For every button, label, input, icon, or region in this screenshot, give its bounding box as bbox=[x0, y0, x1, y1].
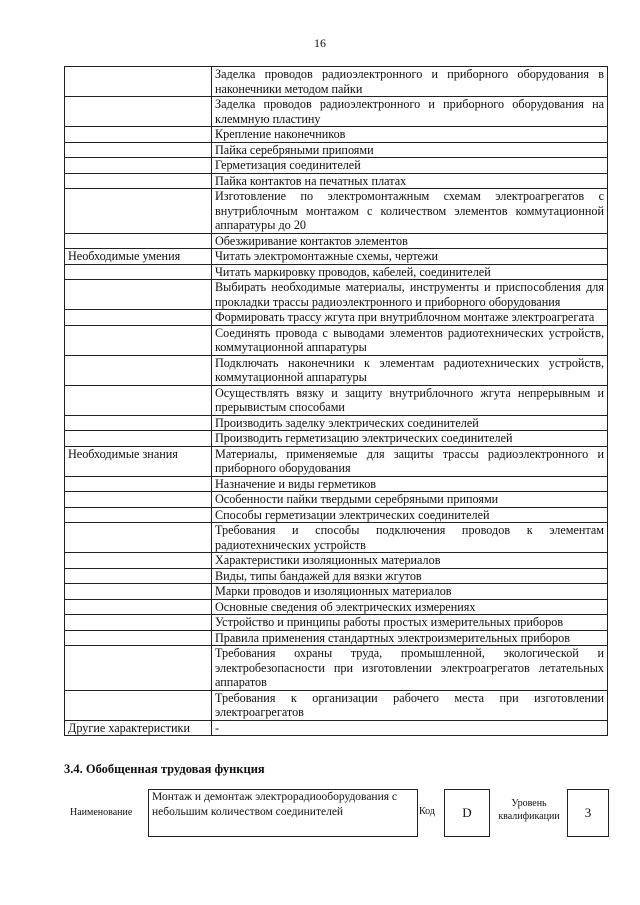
table-row bbox=[65, 492, 608, 508]
table-row bbox=[65, 325, 608, 355]
table-row bbox=[65, 646, 608, 691]
row-description-cell: Требования охраны труда, промышленной, экологической и электробезопасности при изготовлении электроагрегатов летательных аппаратов bbox=[212, 646, 608, 691]
section-title: 3.4. Обобщенная трудовая функция bbox=[64, 762, 265, 776]
code-label: Код bbox=[419, 806, 435, 817]
row-description-cell: Производить заделку электрических соединителей bbox=[212, 415, 608, 431]
table-row bbox=[65, 310, 608, 326]
row-description-cell: Материалы, применяемые для защиты трассы радиоэлектронного и приборного оборудования bbox=[212, 446, 608, 476]
row-description-cell: Марки проводов и изоляционных материалов bbox=[212, 584, 608, 600]
table-row bbox=[65, 568, 608, 584]
row-category-cell bbox=[65, 431, 212, 447]
row-description-cell: Осуществлять вязку и защиту внутриблочного жгута непрерывным и прерывистым способами bbox=[212, 385, 608, 415]
row-description-cell: Производить герметизацию электрических соединителей bbox=[212, 431, 608, 447]
row-description-cell: Обезжиривание контактов элементов bbox=[212, 233, 608, 249]
table-row bbox=[65, 264, 608, 280]
row-description-cell: Требования и способы подключения проводов к элементам радиотехнических устройств bbox=[212, 523, 608, 553]
table-row bbox=[65, 158, 608, 174]
table-row bbox=[65, 189, 608, 234]
row-category-cell bbox=[65, 584, 212, 600]
row-category-cell bbox=[65, 690, 212, 720]
row-category-cell bbox=[65, 233, 212, 249]
table-row bbox=[65, 385, 608, 415]
table-row bbox=[65, 584, 608, 600]
table-row bbox=[65, 142, 608, 158]
row-description-cell: Подключать наконечники к элементам радиотехнических устройств, коммутационной аппаратуры bbox=[212, 355, 608, 385]
row-description-cell: Изготовление по электромонтажным схемам электроагрегатов с внутриблочным монтажом с количеством элементов коммутационной аппаратуры до 20 bbox=[212, 189, 608, 234]
table-row bbox=[65, 173, 608, 189]
row-category-cell bbox=[65, 492, 212, 508]
table-row bbox=[65, 431, 608, 447]
row-category-cell bbox=[65, 173, 212, 189]
page-number: 16 bbox=[314, 36, 326, 50]
table-row bbox=[65, 280, 608, 310]
row-description-cell: Правила применения стандартных электроизмерительных приборов bbox=[212, 630, 608, 646]
table-row bbox=[65, 233, 608, 249]
row-category-cell bbox=[65, 325, 212, 355]
table-row bbox=[65, 523, 608, 553]
row-description-cell: Соединять провода с выводами элементов радиотехнических устройств, коммутационной аппаратуры bbox=[212, 325, 608, 355]
row-category-cell bbox=[65, 523, 212, 553]
row-category-cell bbox=[65, 599, 212, 615]
row-description-cell: Виды, типы бандажей для вязки жгутов bbox=[212, 568, 608, 584]
row-description-cell: Характеристики изоляционных материалов bbox=[212, 553, 608, 569]
row-description-cell: - bbox=[212, 720, 608, 736]
table-row bbox=[65, 630, 608, 646]
row-description-cell: Формировать трассу жгута при внутриблочном монтаже электроагрегата bbox=[212, 310, 608, 326]
row-category-cell: Необходимые умения bbox=[65, 249, 212, 265]
code-value-box: D bbox=[444, 789, 490, 837]
row-category-cell bbox=[65, 189, 212, 234]
row-description-cell: Герметизация соединителей bbox=[212, 158, 608, 174]
row-category-cell bbox=[65, 127, 212, 143]
row-description-cell: Особенности пайки твердыми серебряными припоями bbox=[212, 492, 608, 508]
row-category-cell bbox=[65, 568, 212, 584]
table-row bbox=[65, 690, 608, 720]
row-category-cell bbox=[65, 97, 212, 127]
row-description-cell: Крепление наконечников bbox=[212, 127, 608, 143]
row-description-cell: Назначение и виды герметиков bbox=[212, 476, 608, 492]
row-category-cell bbox=[65, 264, 212, 280]
row-category-cell bbox=[65, 158, 212, 174]
row-category-cell: Необходимые знания bbox=[65, 446, 212, 476]
row-category-cell bbox=[65, 415, 212, 431]
table-row bbox=[65, 507, 608, 523]
level-label: Уровень квалификации bbox=[498, 798, 560, 822]
table-row bbox=[65, 599, 608, 615]
row-description-cell: Читать маркировку проводов, кабелей, соединителей bbox=[212, 264, 608, 280]
table-row bbox=[65, 553, 608, 569]
row-description-cell: Основные сведения об электрических измерениях bbox=[212, 599, 608, 615]
row-description-cell: Пайка контактов на печатных платах bbox=[212, 173, 608, 189]
level-value-box: 3 bbox=[567, 789, 609, 837]
table-row bbox=[65, 249, 608, 265]
table-row bbox=[65, 355, 608, 385]
row-description-cell: Устройство и принципы работы простых измерительных приборов bbox=[212, 615, 608, 631]
row-category-cell bbox=[65, 646, 212, 691]
row-category-cell bbox=[65, 615, 212, 631]
row-category-cell bbox=[65, 310, 212, 326]
row-category-cell bbox=[65, 355, 212, 385]
table-row bbox=[65, 476, 608, 492]
row-description-cell: Выбирать необходимые материалы, инструменты и приспособления для прокладки трассы радиоэлектронного и приборного оборудования bbox=[212, 280, 608, 310]
table-row bbox=[65, 446, 608, 476]
row-category-cell bbox=[65, 553, 212, 569]
function-header-row bbox=[64, 789, 608, 839]
row-category-cell bbox=[65, 630, 212, 646]
table-row bbox=[65, 67, 608, 97]
row-category-cell: Другие характеристики bbox=[65, 720, 212, 736]
name-value-box: Монтаж и демонтаж электрорадиооборудования с небольшим количеством соединителей bbox=[148, 789, 418, 837]
table-row bbox=[65, 97, 608, 127]
table-row bbox=[65, 127, 608, 143]
row-description-cell: Пайка серебряными припоями bbox=[212, 142, 608, 158]
row-description-cell: Требования к организации рабочего места при изготовлении электроагрегатов bbox=[212, 690, 608, 720]
row-description-cell: Способы герметизации электрических соединителей bbox=[212, 507, 608, 523]
row-category-cell bbox=[65, 507, 212, 523]
competency-table bbox=[64, 66, 608, 736]
table-row bbox=[65, 720, 608, 736]
row-category-cell bbox=[65, 385, 212, 415]
row-category-cell bbox=[65, 142, 212, 158]
row-category-cell bbox=[65, 67, 212, 97]
table-row bbox=[65, 415, 608, 431]
row-category-cell bbox=[65, 476, 212, 492]
row-description-cell: Читать электромонтажные схемы, чертежи bbox=[212, 249, 608, 265]
row-description-cell: Заделка проводов радиоэлектронного и приборного оборудования на клеммную пластину bbox=[212, 97, 608, 127]
table-row bbox=[65, 615, 608, 631]
name-label: Наименование bbox=[70, 807, 133, 818]
row-category-cell bbox=[65, 280, 212, 310]
row-description-cell: Заделка проводов радиоэлектронного и приборного оборудования в наконечники методом пайки bbox=[212, 67, 608, 97]
